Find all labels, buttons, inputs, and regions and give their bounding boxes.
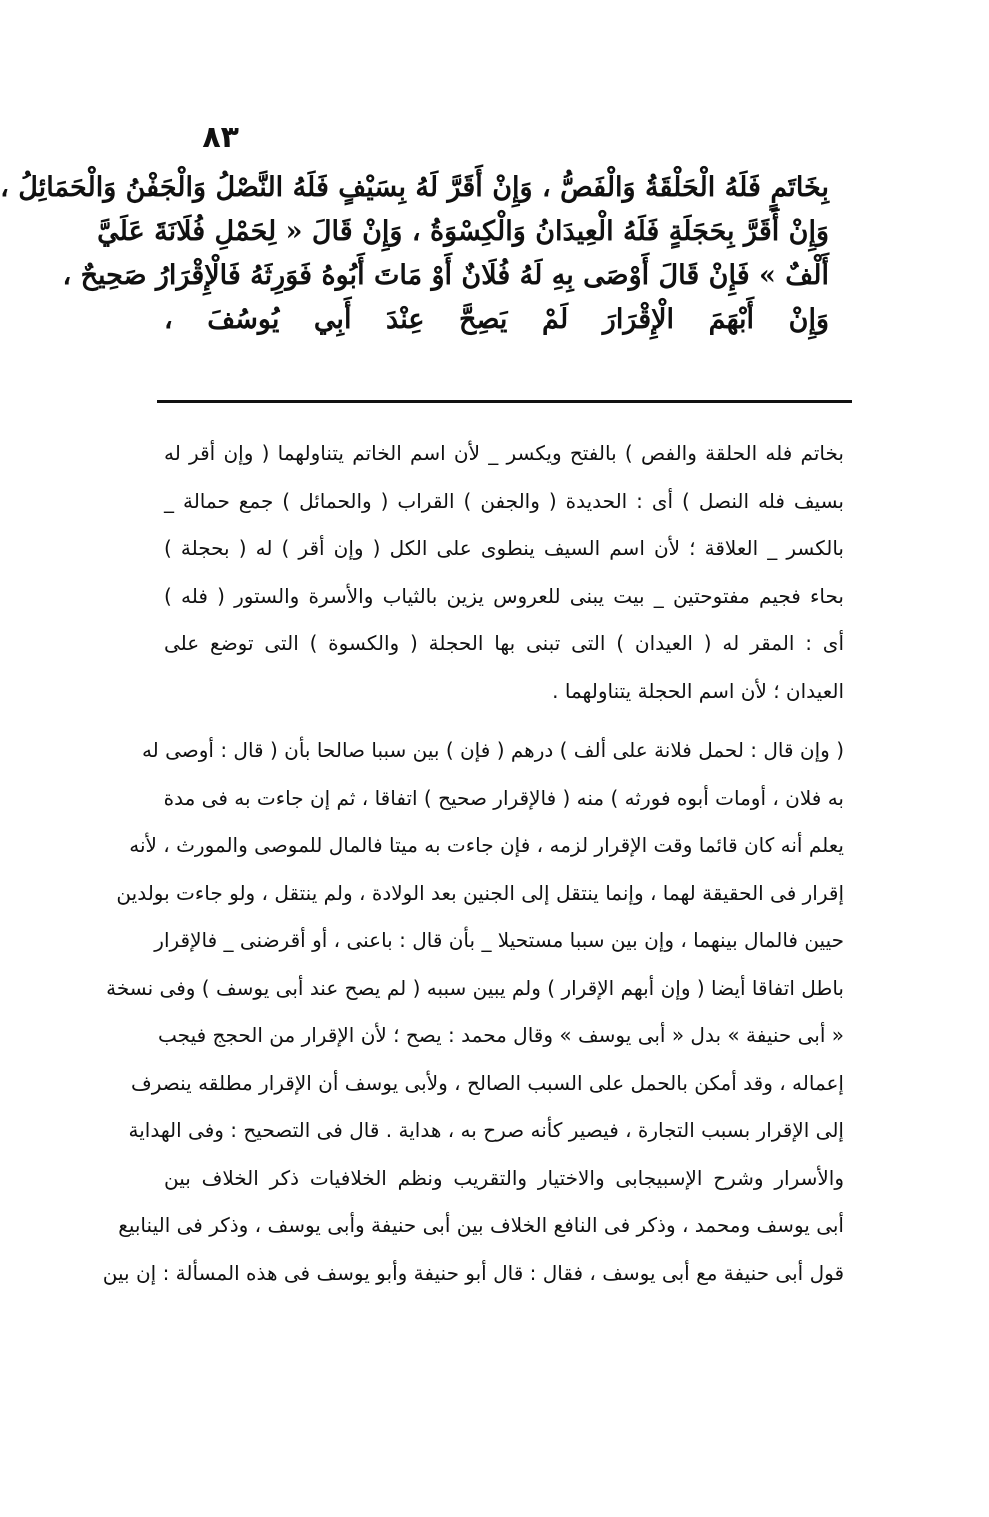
commentary-line: إقرار فى الحقيقة لهما ، وإنما ينتقل إلى الجنين بعد الولادة ، ولم ينتقل ، ولو جاءت بولدين: [116, 880, 844, 905]
commentary-line: « أبى حنيفة » بدل « أبى يوسف » وقال محمد : يصح ؛ لأن الإقرار من الحجج فيجب: [158, 1023, 844, 1047]
commentary-line: العيدان ؛ لأن اسم الحجلة يتناولهما .: [552, 678, 844, 703]
commentary-line: أبى يوسف ومحمد ، وذكر فى النافع الخلاف بين أبى حنيفة وأبى يوسف ، وذكر فى الينابيع: [118, 1213, 844, 1237]
matn-line: وَإِنْ أَقَرَّ بِحَجَلَةٍ فَلَهُ الْعِيدَانُ وَالْكِسْوَةُ ، وَإِنْ قَالَ « لِحَمْلِ فُلَانَةَ عَلَيَّ: [97, 216, 829, 247]
commentary-line: باطل اتفاقا أيضا ( وإن أبهم الإقرار ) ولم يبين سببه ( لم يصح عند أبى يوسف ) وفى نسخة: [106, 975, 844, 1000]
commentary-line: حيين فالمال بينهما ، وإن بين سببا مستحيلا _ بأن قال : باعنى ، أو أقرضنى _ فالإقرار: [154, 928, 844, 952]
commentary-line: به فلان ، أومات أبوه فورثه ) منه ( فالإقرار صحيح ) اتفاقا ، ثم إن جاءت به فى مدة: [163, 785, 844, 810]
separator-rule: [157, 400, 852, 403]
page-number: ٨٣: [202, 120, 239, 155]
commentary-line: إلى الإقرار بسبب التجارة ، فيصير كأنه صرح به ، هداية . قال فى التصحيح : وفى الهداية: [128, 1118, 844, 1142]
matn-text: [0, 166, 829, 342]
commentary-line: بسيف فله النصل ) أى : الحديدة ( والجفن ) القراب ( والحمائل ) جمع حمالة _: [164, 488, 844, 513]
matn-line: بِخَاتَمٍ فَلَهُ الْحَلْقَةُ وَالْفَصُّ ، وَإِنْ أَقَرَّ لَهُ بِسَيْفٍ فَلَهُ النَّصْلُ وَالْجَفْنُ وَالْحَمَائِلُ ،: [0, 172, 829, 203]
commentary-line: قول أبى حنيفة مع أبى يوسف ، فقال : قال أبو حنيفة وأبو يوسف فى هذه المسألة : إن بين: [102, 1260, 844, 1285]
commentary-line: والأسرار وشرح الإسبيجابى والاختيار والتقريب ونظم الخلافيات ذكر الخلاف بين: [164, 1165, 844, 1190]
commentary-line: بخاتم فله الحلقة والفص ) بالفتح ويكسر _ لأن اسم الخاتم يتناولهما ( وإن أقر له: [164, 441, 844, 465]
matn-line: وَإِنْ أَبْهَمَ الْإِقْرَارَ لَمْ يَصِحَّ عِنْدَ أَبِي يُوسُفَ ،: [164, 304, 829, 335]
commentary-line: يعلم أنه كان قائما وقت الإقرار لزمه ، فإن جاءت به ميتا فالمال للموصى والمورث ، لأنه: [129, 833, 844, 857]
commentary-line: إعماله ، وقد أمكن بالحمل على السبب الصالح ، ولأبى يوسف أن الإقرار مطلقه ينصرف: [131, 1070, 844, 1095]
commentary-line: أى : المقر له ( العيدان ) التى تبنى بها الحجلة ( والكسوة ) التى توضع على: [164, 631, 844, 655]
commentary-line: ( وإن قال : لحمل فلانة على ألف ) درهم ( فإن ) بين سببا صالحا بأن ( قال : أوصى له: [141, 738, 844, 762]
commentary-text: [102, 430, 844, 1297]
paragraph-gap: [164, 715, 844, 727]
matn-line: أَلْفٌ » فَإِنْ قَالَ أَوْصَى بِهِ لَهُ فُلَانٌ أَوْ مَاتَ أَبُوهُ فَوَرِثَهُ فَالْإِقْرَارُ صَحِيحٌ ،: [62, 260, 829, 291]
commentary-line: بحاء فجيم مفتوحتين _ بيت يبنى للعروس يزين بالثياب والأسرة والستور ( فله ): [164, 583, 844, 608]
commentary-line: بالكسر _ العلاقة ؛ لأن اسم السيف ينطوى على الكل ( وإن أقر ) له ( بحجلة ): [164, 536, 844, 560]
